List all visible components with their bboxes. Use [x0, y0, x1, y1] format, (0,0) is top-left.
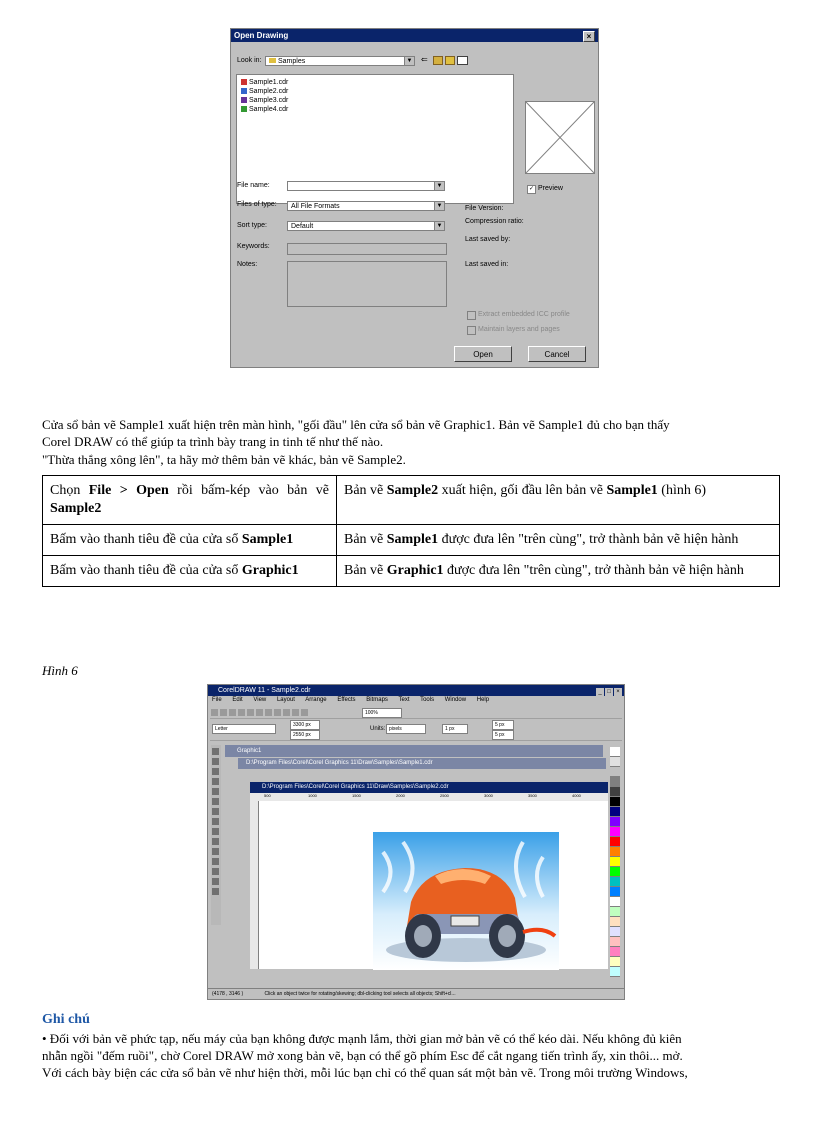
back-icon[interactable]: ⇐	[421, 55, 428, 64]
palette-swatch[interactable]	[610, 877, 620, 887]
menu-bar	[212, 697, 498, 703]
sort-type-value: Default	[291, 223, 314, 230]
cdr-file-icon	[241, 79, 247, 85]
last-saved-in-label: Last saved in:	[465, 261, 509, 268]
smart-fill-icon[interactable]	[212, 798, 219, 805]
cdr-file-icon	[241, 106, 247, 112]
palette-swatch[interactable]	[610, 747, 620, 757]
extract-profile-label: Extract embedded ICC profile	[478, 311, 570, 318]
graphic1-title: Graphic1	[237, 748, 262, 754]
cell-bold: Sample1	[386, 532, 439, 547]
ruler-tick: 2000	[396, 793, 405, 798]
note-line-1: • Đối với bản vẽ phức tạp, nếu máy của bạn không được mạnh lắm, thời gian mở bản vẽ có thể kéo dài. Nếu không đủ kiên	[42, 1031, 682, 1046]
look-in-value: Samples	[278, 58, 306, 65]
undo-icon[interactable]	[274, 709, 281, 716]
cell-text: được đưa lên "trên cùng", trở thành bản vẽ hiện hành	[438, 532, 739, 547]
table-cell	[43, 476, 337, 525]
compression-label: Compression ratio:	[465, 218, 524, 225]
note-title: Ghi chú	[42, 1012, 90, 1027]
notes-box	[287, 261, 447, 307]
palette-swatch[interactable]	[610, 937, 620, 947]
save-icon[interactable]	[229, 709, 236, 716]
menu-arrange[interactable]: Arrange	[305, 697, 327, 703]
duplicate-y-input[interactable]: 5 px	[492, 730, 514, 740]
table-cell	[337, 556, 780, 587]
list-item[interactable]	[241, 96, 288, 105]
table-cell	[337, 525, 780, 556]
cell-bold: Sample1	[241, 532, 294, 547]
preview-label: Preview	[538, 185, 563, 192]
cursor-coordinates: (4178 , 3146 )	[212, 991, 244, 997]
ruler-tick: 4000	[572, 793, 581, 798]
cell-bold: Graphic1	[241, 563, 299, 578]
notes-label: Notes:	[237, 261, 258, 268]
cell-bold: Sample1	[606, 483, 658, 498]
keywords-label: Keywords:	[237, 243, 270, 250]
palette-swatch[interactable]	[610, 767, 620, 777]
copy-icon[interactable]	[256, 709, 263, 716]
no-preview-icon	[526, 102, 594, 173]
basic-shapes-icon[interactable]	[212, 838, 219, 845]
crop-tool-icon[interactable]	[212, 768, 219, 775]
palette-swatch[interactable]	[610, 827, 620, 837]
rectangle-tool-icon[interactable]	[212, 808, 219, 815]
table-row	[43, 525, 780, 556]
extract-profile-checkbox[interactable]	[467, 311, 476, 320]
cell-bold: Sample2	[50, 501, 102, 516]
ruler-tick: 2500	[440, 793, 449, 798]
files-of-type-select[interactable]	[287, 201, 445, 211]
intro-line-3: "Thừa thắng xông lên", ta hãy mở thêm bản vẽ khác, bản vẽ Sample2.	[42, 452, 406, 467]
palette-swatch[interactable]	[610, 907, 620, 917]
units-select[interactable]: pixels	[386, 724, 426, 734]
shape-tool-icon[interactable]	[212, 758, 219, 765]
coreldraw-title-bar[interactable]	[208, 685, 624, 696]
export-icon[interactable]	[301, 709, 308, 716]
cell-bold: Graphic1	[386, 563, 444, 578]
paper-select[interactable]: Letter	[212, 724, 276, 734]
palette-swatch[interactable]	[610, 787, 620, 797]
menu-window[interactable]: Window	[444, 697, 467, 703]
menu-file[interactable]: File	[212, 697, 222, 703]
open-drawing-dialog	[230, 28, 599, 368]
files-of-type-value: All File Formats	[291, 203, 340, 210]
table-row	[43, 476, 780, 525]
file-name-input[interactable]	[287, 181, 445, 191]
maximize-icon[interactable]: □	[605, 688, 613, 696]
ruler-tick: 1000	[308, 793, 317, 798]
palette-swatch[interactable]	[610, 927, 620, 937]
menu-view[interactable]: View	[253, 697, 267, 703]
zoom-tool-icon[interactable]	[212, 778, 219, 785]
list-item[interactable]	[241, 87, 288, 96]
chevron-down-icon[interactable]: ▼	[404, 57, 414, 65]
preview-checkbox[interactable]: ✓	[528, 186, 535, 192]
polygon-tool-icon[interactable]	[212, 828, 219, 835]
status-hint: Click an object twice for rotating/skewing; dbl-clicking tool selects all objects; Shift+cl...	[264, 991, 456, 997]
last-saved-by-label: Last saved by:	[465, 236, 511, 243]
close-icon[interactable]: ×	[614, 688, 622, 696]
page-width[interactable]: 3300 px	[290, 720, 320, 730]
sample1-title-bar[interactable]	[238, 758, 606, 769]
color-palette	[610, 747, 620, 977]
menu-tools[interactable]: Tools	[420, 697, 435, 703]
sort-type-select[interactable]	[287, 221, 445, 231]
fill-tool-icon[interactable]	[212, 888, 219, 895]
car-illustration	[373, 832, 559, 970]
standard-toolbar	[210, 707, 622, 719]
toolbox	[211, 745, 221, 925]
cell-text: Bản vẽ	[344, 532, 387, 547]
menu-effects[interactable]: Effects	[337, 697, 356, 703]
cdr-file-icon	[241, 97, 247, 103]
chevron-down-icon[interactable]: ▼	[434, 202, 444, 210]
interactive-tool-icon[interactable]	[212, 858, 219, 865]
table-cell	[43, 556, 337, 587]
cell-text: được đưa lên "trên cùng", trở thành bản vẽ hiện hành	[443, 563, 744, 578]
file-name: Sample1.cdr	[249, 79, 289, 86]
nudge-input[interactable]: 1 px	[442, 724, 468, 734]
app-title: CorelDRAW 11 - Sample2.cdr	[218, 687, 311, 694]
folder-icon	[269, 58, 276, 63]
cell-text: Chọn	[50, 483, 89, 498]
figure-caption: Hình 6	[42, 663, 78, 678]
zoom-select[interactable]: 100%	[362, 708, 402, 718]
sort-type-label: Sort type:	[237, 222, 267, 229]
ruler-tick: 3500	[528, 793, 537, 798]
import-icon[interactable]	[292, 709, 299, 716]
ruler-tick: 1500	[352, 793, 361, 798]
paste-icon[interactable]	[265, 709, 272, 716]
file-name-label: File name:	[237, 182, 270, 189]
palette-swatch[interactable]	[610, 837, 620, 847]
view-menu-icon[interactable]	[457, 56, 468, 65]
cell-text: xuất hiện, gối đầu lên bản vẽ	[438, 483, 607, 498]
look-in-select[interactable]	[265, 56, 415, 66]
cdr-file-icon	[241, 88, 247, 94]
maintain-layers-checkbox[interactable]	[467, 326, 476, 335]
cell-bold: File > Open	[88, 483, 169, 498]
new-folder-icon[interactable]	[445, 56, 455, 65]
palette-swatch[interactable]	[610, 887, 620, 897]
dialog-title: Open Drawing	[234, 31, 289, 40]
minimize-icon[interactable]: _	[596, 688, 604, 696]
outline-tool-icon[interactable]	[212, 878, 219, 885]
menu-layout[interactable]: Layout	[276, 697, 295, 703]
file-name: Sample3.cdr	[249, 97, 289, 104]
menu-edit[interactable]: Edit	[232, 697, 243, 703]
maintain-layers-label: Maintain layers and pages	[478, 326, 560, 333]
palette-swatch[interactable]	[610, 807, 620, 817]
list-item[interactable]	[241, 78, 288, 87]
redo-icon[interactable]	[283, 709, 290, 716]
print-icon[interactable]	[238, 709, 245, 716]
vertical-ruler	[250, 801, 259, 969]
menu-help[interactable]: Help	[476, 697, 490, 703]
window-buttons	[595, 686, 622, 697]
preview-box	[525, 101, 595, 174]
cell-text: rồi bấm-kép vào bản vẽ	[168, 483, 329, 498]
table-cell	[43, 525, 337, 556]
ruler-tick: 3000	[484, 793, 493, 798]
intro-line-1: Cửa sổ bản vẽ Sample1 xuất hiện trên màn hình, "gối đầu" lên cửa sổ bản vẽ Graphic1. Bản vẽ Sample1 đủ cho bạn thấy	[42, 417, 670, 432]
freehand-tool-icon[interactable]	[212, 788, 219, 795]
open-icon[interactable]	[220, 709, 227, 716]
sample2-title-bar[interactable]	[250, 782, 608, 793]
file-name: Sample4.cdr	[249, 106, 289, 113]
sample2-title: D:\Program Files\Corel\Corel Graphics 11\Draw\Samples\Sample2.cdr	[262, 784, 449, 790]
table-cell	[337, 476, 780, 525]
cancel-button[interactable]: Cancel	[528, 346, 586, 362]
palette-swatch[interactable]	[610, 947, 620, 957]
coreldraw-window	[207, 684, 625, 1000]
menu-text[interactable]: Text	[398, 697, 410, 703]
palette-swatch[interactable]	[610, 817, 620, 827]
note-line-2: nhẫn ngồi "đếm ruồi", chờ Corel DRAW mở xong bản vẽ, bạn có thể gõ phím Esc để cắt ngang tiến trình ấy, xin thôi... mở.	[42, 1048, 683, 1063]
close-icon[interactable]: ×	[583, 31, 595, 42]
text-tool-icon[interactable]	[212, 848, 219, 855]
palette-swatch[interactable]	[610, 797, 620, 807]
palette-swatch[interactable]	[610, 897, 620, 907]
palette-swatch[interactable]	[610, 757, 620, 767]
list-item[interactable]	[241, 105, 288, 114]
note-body	[42, 1030, 784, 1081]
intro-line-2: Corel DRAW có thể giúp ta trình bày trang in tinh tế như thế nào.	[42, 434, 384, 449]
status-bar	[208, 988, 624, 999]
palette-swatch[interactable]	[610, 867, 620, 877]
units-label: Units:	[370, 726, 386, 732]
look-in-label: Look in:	[237, 57, 262, 64]
up-folder-icon[interactable]	[433, 56, 443, 65]
open-button[interactable]: Open	[454, 346, 512, 362]
palette-swatch[interactable]	[610, 967, 620, 977]
cell-text: Bấm vào thanh tiêu đề của cửa sổ	[50, 563, 242, 578]
palette-swatch[interactable]	[610, 957, 620, 967]
new-icon[interactable]	[211, 709, 218, 716]
file-name: Sample2.cdr	[249, 88, 289, 95]
menu-bitmaps[interactable]: Bitmaps	[366, 697, 388, 703]
cell-text: (hình 6)	[657, 483, 707, 498]
cell-text: Bản vẽ	[344, 483, 387, 498]
chevron-down-icon[interactable]: ▼	[434, 222, 444, 230]
palette-swatch[interactable]	[610, 847, 620, 857]
eyedropper-icon[interactable]	[212, 868, 219, 875]
palette-swatch[interactable]	[610, 777, 620, 787]
ellipse-tool-icon[interactable]	[212, 818, 219, 825]
ruler-tick: 500	[264, 793, 271, 798]
file-version-label: File Version:	[465, 205, 504, 212]
duplicate-x-input[interactable]: 5 px	[492, 720, 514, 730]
property-bar	[210, 720, 622, 741]
files-of-type-label: Files of type:	[237, 201, 277, 208]
graphic1-title-bar[interactable]	[225, 745, 603, 757]
pick-tool-icon[interactable]	[212, 748, 219, 755]
dialog-title-bar[interactable]	[231, 29, 598, 42]
cut-icon[interactable]	[247, 709, 254, 716]
steps-table	[42, 475, 780, 587]
note-line-3: Với cách bày biện các cửa sổ bản vẽ như hiện thời, mỗi lúc bạn chỉ có thể quan sát một bản vẽ. Trong môi trường Windows,	[42, 1065, 688, 1080]
table-row	[43, 556, 780, 587]
palette-swatch[interactable]	[610, 857, 620, 867]
sample1-title: D:\Program Files\Corel\Corel Graphics 11\Draw\Samples\Sample1.cdr	[246, 760, 433, 766]
cell-text: Bấm vào thanh tiêu đề của cửa sổ	[50, 532, 242, 547]
keywords-input	[287, 243, 447, 255]
cell-bold: Sample2	[386, 483, 439, 498]
cell-text: Bản vẽ	[344, 563, 387, 578]
chevron-down-icon[interactable]: ▼	[434, 182, 444, 190]
palette-swatch[interactable]	[610, 917, 620, 927]
page-height[interactable]: 2550 px	[290, 730, 320, 740]
